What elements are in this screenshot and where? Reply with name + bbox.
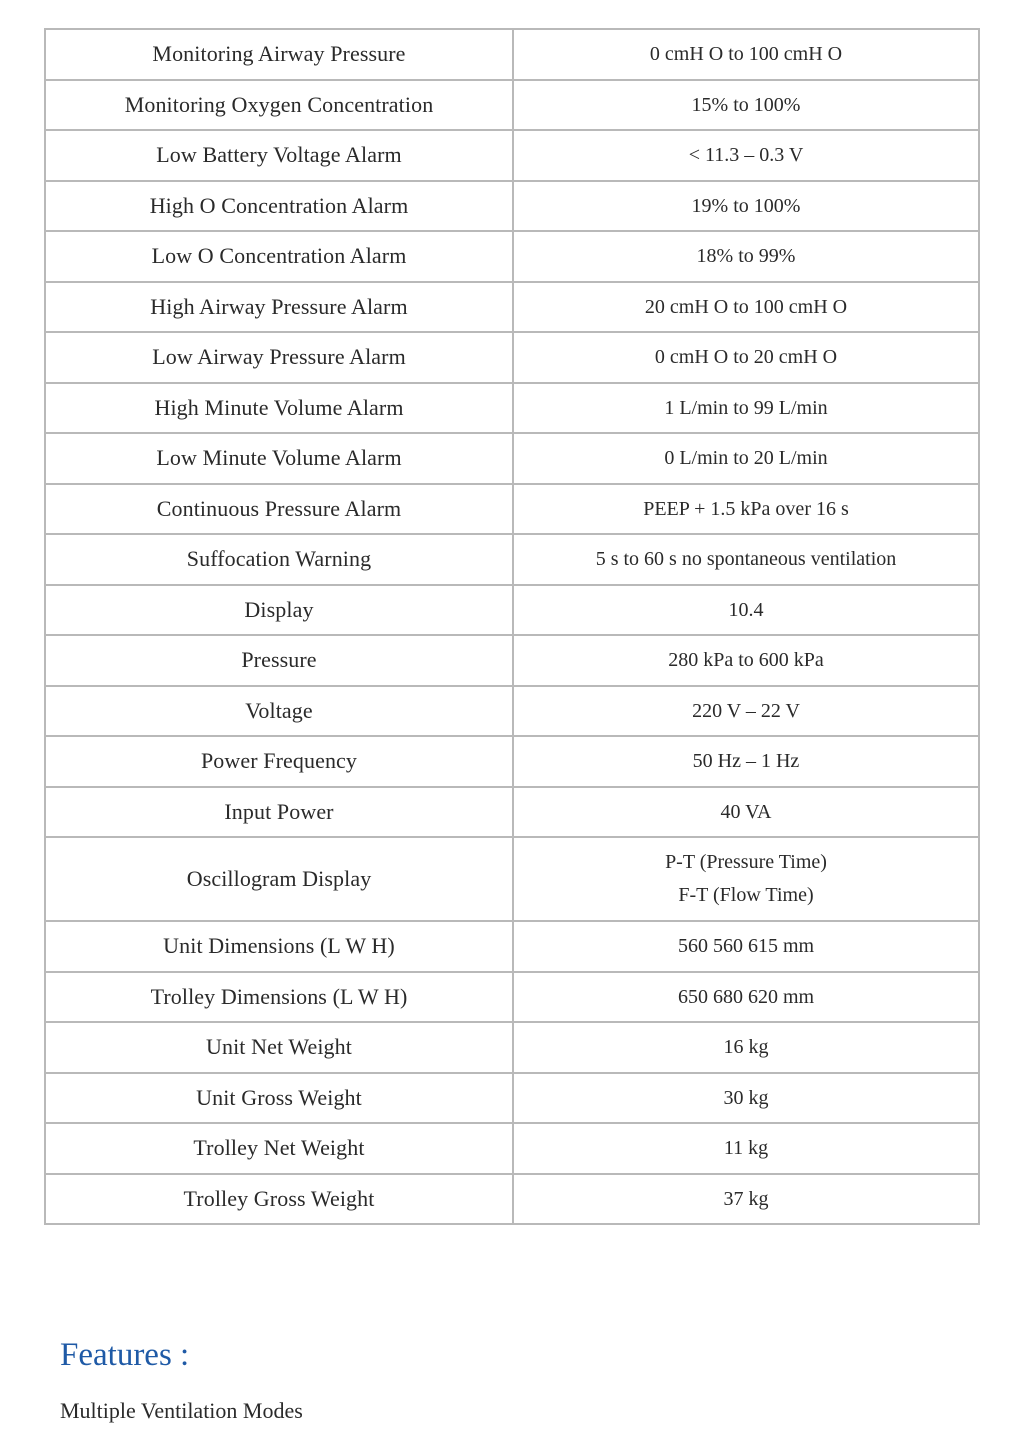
spec-label: Unit Dimensions (L W H)	[45, 921, 513, 972]
spec-label: Voltage	[45, 686, 513, 737]
spec-label: Suffocation Warning	[45, 534, 513, 585]
spec-label: Trolley Gross Weight	[45, 1174, 513, 1225]
spec-label: Power Frequency	[45, 736, 513, 787]
spec-value: 16 kg	[513, 1022, 979, 1073]
spec-value: < 11.3 – 0.3 V	[513, 130, 979, 181]
table-row	[45, 383, 979, 434]
spec-value: 0 cmH O to 20 cmH O	[513, 332, 979, 383]
spec-value: 650 680 620 mm	[513, 972, 979, 1023]
spec-value: 280 kPa to 600 kPa	[513, 635, 979, 686]
specifications-table	[44, 28, 980, 1225]
table-row	[45, 921, 979, 972]
spec-label: Monitoring Airway Pressure	[45, 29, 513, 80]
spec-value: 18% to 99%	[513, 231, 979, 282]
spec-value: 1 L/min to 99 L/min	[513, 383, 979, 434]
spec-value-line: P-T (Pressure Time)	[665, 851, 827, 873]
spec-label: Continuous Pressure Alarm	[45, 484, 513, 535]
spec-value: 220 V – 22 V	[513, 686, 979, 737]
spec-value: 0 L/min to 20 L/min	[513, 433, 979, 484]
table-row	[45, 736, 979, 787]
spec-value: 15% to 100%	[513, 80, 979, 131]
spec-label: Low Minute Volume Alarm	[45, 433, 513, 484]
spec-label: Input Power	[45, 787, 513, 838]
spec-value: 0 cmH O to 100 cmH O	[513, 29, 979, 80]
spec-value: 11 kg	[513, 1123, 979, 1174]
table-row	[45, 181, 979, 232]
spec-label: Trolley Dimensions (L W H)	[45, 972, 513, 1023]
table-row	[45, 686, 979, 737]
table-row	[45, 1022, 979, 1073]
table-row	[45, 433, 979, 484]
table-row	[45, 585, 979, 636]
table-row	[45, 837, 979, 921]
table-row	[45, 80, 979, 131]
spec-value: 40 VA	[513, 787, 979, 838]
spec-label: Low O Concentration Alarm	[45, 231, 513, 282]
table-row	[45, 332, 979, 383]
table-row	[45, 484, 979, 535]
spec-label: Monitoring Oxygen Concentration	[45, 80, 513, 131]
spec-value: 10.4	[513, 585, 979, 636]
table-row	[45, 130, 979, 181]
table-row	[45, 231, 979, 282]
spec-value: PEEP + 1.5 kPa over 16 s	[513, 484, 979, 535]
spec-label: High Minute Volume Alarm	[45, 383, 513, 434]
spec-value: 20 cmH O to 100 cmH O	[513, 282, 979, 333]
spec-label: Unit Net Weight	[45, 1022, 513, 1073]
table-row	[45, 787, 979, 838]
spec-label: Display	[45, 585, 513, 636]
table-row	[45, 972, 979, 1023]
spec-label: Oscillogram Display	[45, 837, 513, 921]
spec-value: 37 kg	[513, 1174, 979, 1225]
spec-label: High O Concentration Alarm	[45, 181, 513, 232]
features-list-item: Multiple Ventilation Modes	[60, 1398, 303, 1423]
table-row	[45, 534, 979, 585]
spec-value: 19% to 100%	[513, 181, 979, 232]
spec-label: Pressure	[45, 635, 513, 686]
spec-value: 5 s to 60 s no spontaneous ventilation	[513, 534, 979, 585]
spec-label: Low Battery Voltage Alarm	[45, 130, 513, 181]
spec-value	[513, 837, 979, 921]
spec-value: 560 560 615 mm	[513, 921, 979, 972]
spec-label: Trolley Net Weight	[45, 1123, 513, 1174]
spec-label: High Airway Pressure Alarm	[45, 282, 513, 333]
spec-label: Unit Gross Weight	[45, 1073, 513, 1124]
table-row	[45, 635, 979, 686]
spec-value: 50 Hz – 1 Hz	[513, 736, 979, 787]
spec-value: 30 kg	[513, 1073, 979, 1124]
table-row	[45, 1174, 979, 1225]
features-heading: Features :	[60, 1337, 190, 1373]
spec-label: Low Airway Pressure Alarm	[45, 332, 513, 383]
spec-value-line: F-T (Flow Time)	[678, 884, 814, 906]
table-row	[45, 1073, 979, 1124]
table-row	[45, 29, 979, 80]
table-row	[45, 1123, 979, 1174]
table-row	[45, 282, 979, 333]
